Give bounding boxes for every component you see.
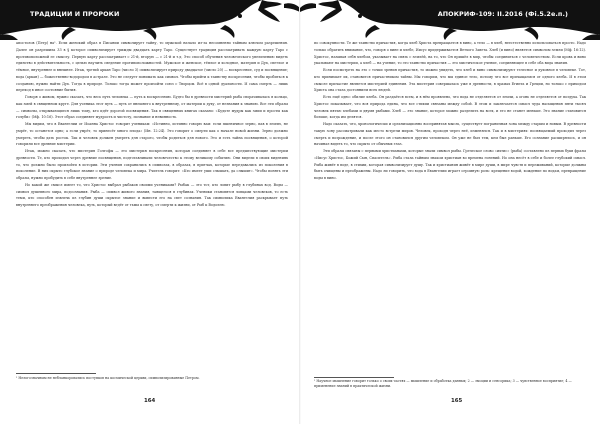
right-footnote: ¹ Научное мышление говорит только о своих частях — мышление и обработка данных; 2 — эмоции и сенсорика; 3 — чувственное восприятие; 4 — применение знаний в практической жизни. [314,379,572,388]
paragraph: Итак, можно сказать, что мистерия Голгофы — это мистерия воскресения, которая соединяет в себе все предшествующие мистерии древности. Те, кто проходил через древние посвящения, подготавливали человечество к этому великому событию. Они видели в своих видениях то, что должно было произойти в истории. Эти учения сохранились в символах, в образах, в притчах, которые передавались из поколения в поколение. В них скрыто глубокое знание о природе человека и мира. Учитель говорит: «Кто имеет уши слышать, да слышит». Чтобы понять эти образы, нужно пробудить в себе внутреннее зрение. [16,149,288,180]
paragraph: Есть ещё одно: обилие хлеба. Он раздаётся всем, и в нём проявлено, что вода не отделяется от земли, а огонь не отделяется от воздуха. Так Христос показывает, что вся природа едина, что все стихии связаны между собой. В этом и заключается смысл чуда насыщения пяти тысяч человек пятью хлебами и двумя рыбами. Хлеб — это знание, которое можно разделить на всех, и его не станет меньше. Это знание становится больше, когда им делятся. [314,95,586,120]
left-running-header: ТРАДИЦИИ И ПРОРОКИ [30,10,120,18]
paragraph: по совокупности. Те же таинство причастия, когда хлеб Христа превращается в вино, а тело — в хлеб, неестественно использоваться просто. Надо только обратить внимание, что, говоря о вине и хлебе, Иисус придерживается Ветхого Завета. Хлеб (и вино) является символом земли (Мф. 16:12). Христос, называя себя хлебом, указывает на связь с землёй, на то, что Он пришёл в мир, чтобы соединиться с человечеством. Если кровь и вино указывают на мистерии, а хлеб — на учение, то это таинство причастия — это мистическое учение, соединяющее в себе оба вида знания. [314,41,586,66]
paragraph: Говоря о живом, нужно сказать, что весь путь человека — путь к воскресению. Будто бы в древности мистерий рыба сворачивалась в кольцо, как змей в священном круге. Для ученика этот путь — путь от внешнего к внутреннему, от материи к духу, от незнания к знанию. Все эти образы — символы, открывающиеся лишь тому, кто идёт дорогой посвящения. Так в священных книгах сказано: «Будьте мудры как змии и просты как голуби» (Мф. 10:16). Этот образ соединяет мудрость и чистоту, познание и невинность. [16,95,288,120]
paragraph: Если посмотреть на это с точки зрения причастия, то можно увидеть, что хлеб и вино символизируют телесное и духовное в человеке. Тот, кто принимает их, становится причастником тайны. Мы говорим, что мы единое тело, потому что все причащаемся от одного хлеба. И в этом смысле причастие является мистерией единения. Эта мистерия совершалась уже в древности, в храмах Египта и Греции, но только с приходом Христа она стала достоянием всех людей. [314,68,586,93]
paragraph: Мы видим, что в Евангелии от Иоанна Христос говорит ученикам: «Истинно, истинно говорю вам: если пшеничное зерно, пав в землю, не умрёт, то останется одно; а если умрёт, то принесёт много плода» (Ин. 12:24). Это говорит о смерти как о начале новой жизни. Зерно должно умереть, чтобы дать росток. Так и человек должен умереть для старого, чтобы родиться для нового. Это и есть тайна посвящения, о которой говорили все древние мистерии. [16,122,288,147]
right-running-header: АПОКРИФ-109: II.2016 (Фі.5.2е.п.) [437,10,568,18]
left-page-number: 164 [144,398,156,404]
footnote-rule [314,377,394,378]
paragraph: Эти образы связаны с первыми христианами, которые знали символ рыбы. Греческое слово «ихтис» (рыба) составлено из первых букв фразы «Иисус Христос, Божий Сын, Спаситель». Рыба стала тайным знаком христиан во времена гонений. Но она несёт в себе и более глубокий смысл. Рыба живёт в воде, в стихии, которая символизирует душу. Так и христианин живёт в мире души, в мире чувств и переживаний, которые должны быть очищены и преображены. Надо ли говорить, что вода в Евангелии играет огромную роль: крещение водой, хождение по водам, превращение воды в вино. [314,149,586,180]
left-footnote: ¹ Нелогозначным не небланкоровались поступков на космической церкви, символизированные Петром. [16,376,200,380]
footnote-rule [16,373,96,374]
right-text-block [314,40,586,358]
paragraph: апостолов (Петр) на¹. Если женский образ в Писании символирует тайну, то мужской начало из-за несомненно тайным ключом разрешения. Далее он разрешила 33 в § которое символизирует трижды двадцать карту Таро. Существует традиция рассматривать каждую карту Таро с противоположной ее смыслу. Первую карту рассматривает с 21-й, вторую — с 21-й и т.д. Это способ обучения человеческого увеличению видеть единство в действительность, с целью научить сведение противоположностей. Мужское и женское, тёплое и холодное, материя и Дух, светлое и тёмное, внутреннее и внешнее. Итак, третий аркан Таро (число 3) символизирует природу двадцатое (число 20) — воскресение, суд и посвящение; вода (аркан) — божественно-водородом в астрале. Это не следует понимать как символ. Чтобы прийти к таинству воскресения, чтобы пробиться к созданию, нужно найти Дух. Тогда в природе. Только тогда может произойти союз с Творцом. Всё в одной дуальности. И сама смерть — лишь переход в иное состояние бытия. [16,41,288,93]
right-page [300,0,600,424]
left-text-block [16,40,288,358]
right-page-number: 165 [451,398,463,404]
paragraph: Надо сказать, что, хронологически и организационно воспринятая мысль, существует пограничная зона между старым и новым. В древности такую зону рассматривали как место встречи миров. Человек, проходя через неё, изменялся. Так и в мистериях: посвящаемый проходил через смерть и возрождение, и после этого он становился другим человеком. Он уже не был тем, кем был раньше. Его сознание расширялось, и он начинал видеть то, что скрыто от обычных глаз. [314,122,586,147]
paragraph: Но какой же смысл имеет то, что Христос выбрал рыбаков своими учениками? Рыбак — это тот, кто ловит рыбу в глубинах вод. Воды — символ душевного мира, подсознания. Рыба — символ живого знания, таящегося в глубинах. Ученики становятся ловцами человеков, то есть теми, кто способен извлечь из глубин души скрытое знание и вывести его на свет сознания. Так символика Евангелия раскрывает путь внутреннего преображения человека, путь, который ведёт от тьмы к свету, от смерти к жизни, от Рыб к Водолею. [16,182,288,207]
